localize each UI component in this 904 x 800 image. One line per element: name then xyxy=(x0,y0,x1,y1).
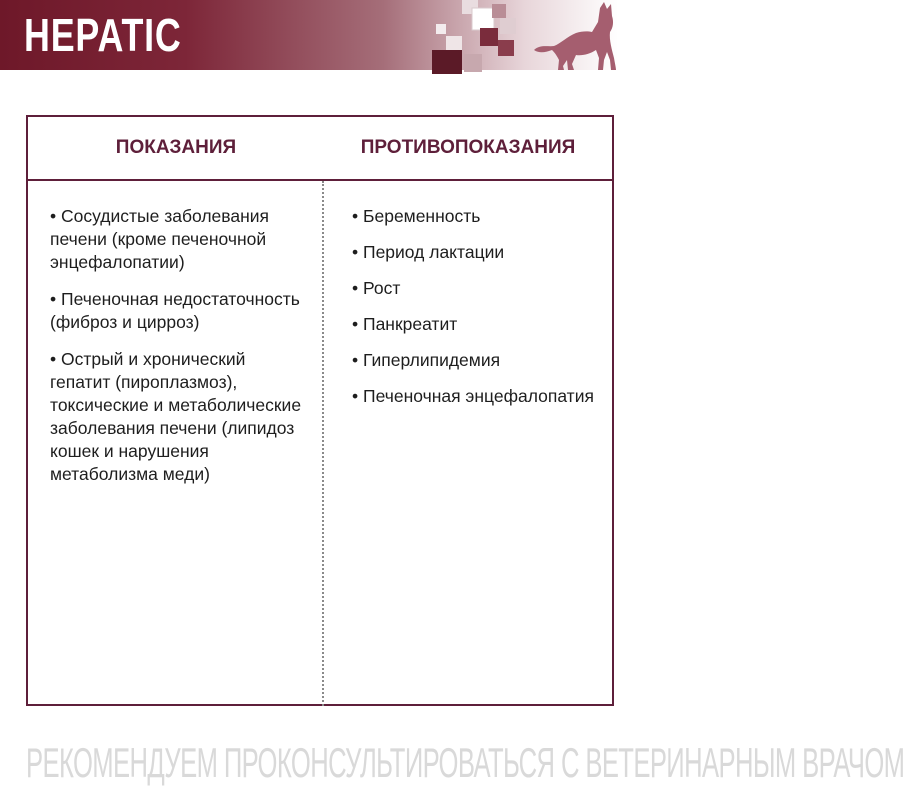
list-item: • Печеночная недостаточность (фиброз и цирроз) xyxy=(50,289,300,332)
brand-title: HEPATIC xyxy=(24,9,182,61)
list-item: • Печеночная энцефалопатия xyxy=(352,386,594,406)
vet-consult-notice: РЕКОМЕНДУЕМ ПРОКОНСУЛЬТИРОВАТЬСЯ С ВЕТЕРИНАРНЫМ ВРАЧОМ xyxy=(26,739,904,786)
list-item: • Рост xyxy=(352,278,401,298)
contraindications-title: ПРОТИВОПОКАЗАНИЯ xyxy=(360,137,576,158)
contraindications-list xyxy=(352,205,602,421)
indications-table xyxy=(26,115,614,706)
list-item: • Период лактации xyxy=(352,242,505,262)
indications-title: ПОКАЗАНИЯ xyxy=(115,137,237,158)
list-item: • Острый и хронический гепатит (пироплазмоз), токсические и метаболические заболевания печени (липидоз кошек и нарушения метаболизма меди) xyxy=(50,349,302,484)
decorative-squares-icon xyxy=(428,0,528,78)
indications-list xyxy=(50,205,310,500)
list-item: • Гиперлипидемия xyxy=(352,350,501,370)
cat-silhouette-icon xyxy=(530,0,618,72)
table-header-row xyxy=(28,117,612,181)
list-item: • Беременность xyxy=(352,206,481,226)
column-divider xyxy=(322,181,324,706)
list-item: • Панкреатит xyxy=(352,314,458,334)
header-banner xyxy=(0,0,618,78)
list-item: • Сосудистые заболевания печени (кроме печеночной энцефалопатии) xyxy=(50,206,270,272)
